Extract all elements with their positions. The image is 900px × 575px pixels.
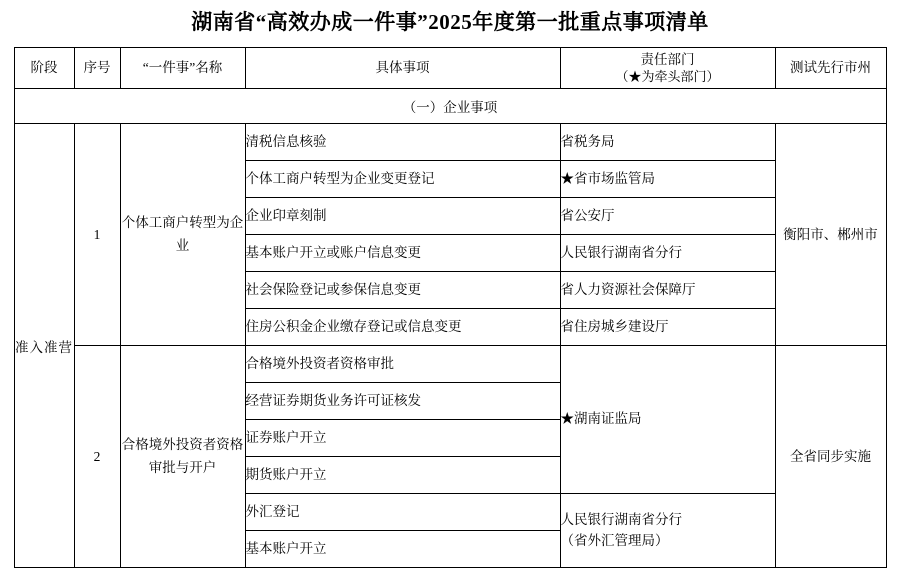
item-cell: 证券账户开立: [245, 420, 560, 457]
item-cell: 合格境外投资者资格审批: [245, 346, 560, 383]
item-cell: 个体工商户转型为企业变更登记: [245, 161, 560, 198]
section-title-row: [14, 89, 886, 124]
dept-cell: 人民银行湖南省分行: [560, 235, 775, 272]
seq-cell: 2: [74, 346, 120, 568]
matters-table: [14, 47, 887, 568]
column-header-city: 测试先行市州: [775, 48, 886, 89]
item-cell: 企业印章刻制: [245, 198, 560, 235]
dept-cell: 省人力资源社会保障厅: [560, 272, 775, 309]
seq-cell: 1: [74, 124, 120, 346]
item-cell: 外汇登记: [245, 494, 560, 531]
item-cell: 住房公积金企业缴存登记或信息变更: [245, 309, 560, 346]
column-header-matter-name: “一件事”名称: [120, 48, 245, 89]
dept-line-2: （省外汇管理局）: [560, 532, 669, 548]
dept-cell: ★省市场监管局: [560, 161, 775, 198]
item-cell: 期货账户开立: [245, 457, 560, 494]
item-cell: 清税信息核验: [245, 124, 560, 161]
matter-name-cell: 个体工商户转型为企业: [120, 124, 245, 346]
item-cell: 社会保险登记或参保信息变更: [245, 272, 560, 309]
column-header-dept: [560, 48, 775, 89]
page-title: 湖南省“高效办成一件事”2025年度第一批重点事项清单: [191, 10, 709, 34]
column-header-seq: 序号: [74, 48, 120, 89]
dept-cell: 省公安厅: [560, 198, 775, 235]
matter-name-cell: 合格境外投资者资格审批与开户: [120, 346, 245, 568]
dept-cell: [560, 494, 775, 568]
table-header-row: [14, 48, 886, 89]
column-header-stage: 阶段: [14, 48, 74, 89]
city-cell: 全省同步实施: [775, 346, 886, 568]
column-header-dept-sub: （★为牵头部门）: [615, 68, 720, 84]
table-row: [14, 346, 886, 383]
item-cell: 基本账户开立或账户信息变更: [245, 235, 560, 272]
city-cell: 衡阳市、郴州市: [775, 124, 886, 346]
column-header-item: 具体事项: [245, 48, 560, 89]
dept-line-1: 人民银行湖南省分行: [560, 511, 682, 527]
dept-cell: ★湖南证监局: [560, 346, 775, 494]
stage-cell: 准入准营: [14, 124, 74, 568]
section-title: （一）企业事项: [14, 89, 886, 124]
table-row: [14, 124, 886, 161]
column-header-dept-main: 责任部门: [640, 51, 695, 67]
dept-cell: 省住房城乡建设厅: [560, 309, 775, 346]
item-cell: 基本账户开立: [245, 531, 560, 568]
item-cell: 经营证券期货业务许可证核发: [245, 383, 560, 420]
dept-cell: 省税务局: [560, 124, 775, 161]
